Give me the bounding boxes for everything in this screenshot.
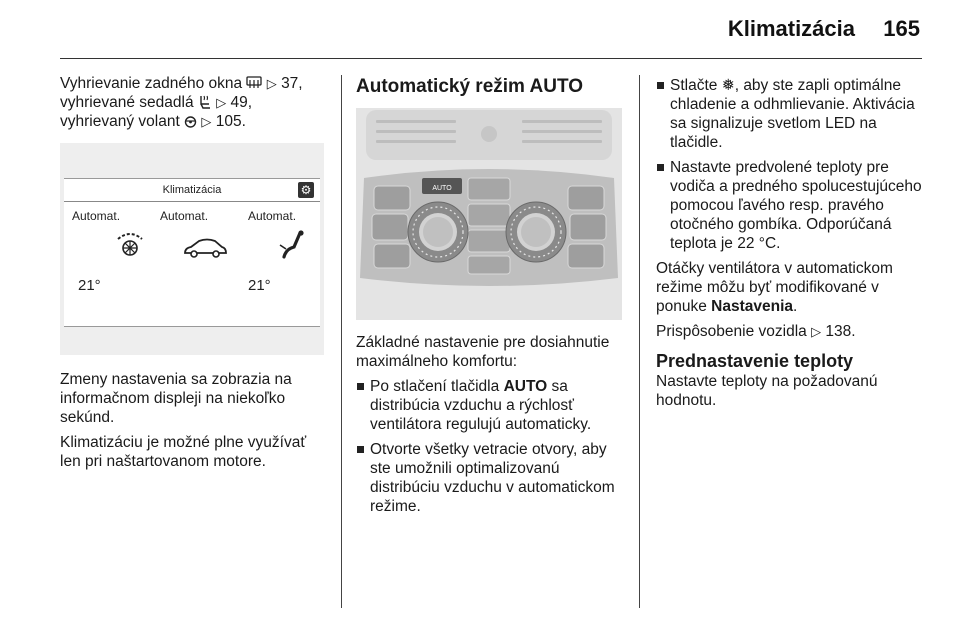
bullet-open-vents: Otvorte všetky vetracie otvory, aby ste umožnili optimalizovanú distribúciu vzduchu v automatickom režime. xyxy=(356,440,630,516)
paragraph-vehicle-personalization: Prispôsobenie vozidla ▷ 138. xyxy=(656,323,856,340)
bullet-preset-temperatures: Nastavte predvolené teploty pre vodiča a predného spolucestujúceho pomocou ľavého resp. pravého otočného gombíka. Odporúčaná teplota je 22 °C. xyxy=(656,158,928,253)
info-display-screen xyxy=(64,178,320,327)
paragraph-engine-running: Klimatizáciu je možné plne využívať len pri naštartovanom motore. xyxy=(60,434,307,470)
right-temperature: 21° xyxy=(248,277,271,294)
panel-illustration xyxy=(356,108,622,320)
column-divider-2 xyxy=(639,75,640,608)
column-3 xyxy=(656,76,928,416)
panel-auto-label: AUTO xyxy=(432,185,452,192)
page-header-title: Klimatizácia xyxy=(727,16,855,41)
header-rule xyxy=(60,58,922,59)
heated-seat-icon xyxy=(198,95,212,109)
left-auto-label: Automat. xyxy=(72,209,121,223)
climate-control-panel-figure xyxy=(356,108,622,320)
page-number: 165 xyxy=(883,16,920,41)
auto-mode-intro: Základné nastavenie pre dosiahnutie maximálneho komfortu: xyxy=(356,334,610,370)
heated-steering-wheel-icon xyxy=(184,115,197,128)
display-title: Klimatizácia xyxy=(64,179,320,202)
intro-paragraph: Vyhrievanie zadného okna ▷ 37, vyhrievané sedadlá ▷ 49, vyhrievaný volant ▷ 105. xyxy=(60,75,303,130)
gear-icon: ⚙ xyxy=(298,182,314,198)
xref-arrow-icon: ▷ xyxy=(201,114,212,129)
climate-display-figure xyxy=(60,143,324,355)
right-auto-label: Automat. xyxy=(248,209,297,223)
xref-arrow-icon: ▷ xyxy=(811,324,822,339)
center-auto-label: Automat. xyxy=(160,209,209,223)
xref-arrow-icon: ▷ xyxy=(216,95,227,110)
car-airflow-icon xyxy=(182,237,228,259)
paragraph-set-temperatures: Nastavte teploty na požadovanú hodnotu. xyxy=(656,373,878,409)
xref-arrow-icon: ▷ xyxy=(266,76,277,91)
bullet-auto-button: Po stlačení tlačidla AUTO sa distribúcia vzduchu a rýchlosť ventilátora regulujú automaticky. xyxy=(356,377,630,434)
rear-window-heating-icon xyxy=(246,76,262,89)
column-1 xyxy=(60,74,328,137)
column-divider-1 xyxy=(341,75,342,608)
defrost-icon: ❅ xyxy=(721,77,735,94)
paragraph-fan-speed: Otáčky ventilátora v automatickom režime môžu byť modifikované v ponuke Nastavenia. xyxy=(656,260,893,315)
defrost-fan-icon xyxy=(114,229,146,259)
column-2-lower xyxy=(356,333,630,522)
paragraph-display-changes: Zmeny nastavenia sa zobrazia na informačnom displeji na niekoľko sekúnd. xyxy=(60,371,292,426)
column-1-lower xyxy=(60,370,328,477)
left-temperature: 21° xyxy=(78,277,101,294)
seat-airflow-icon xyxy=(276,229,306,259)
subheading-temperature-preset: Prednastavenie teploty xyxy=(656,351,854,371)
section-heading: Automatický režim AUTO xyxy=(356,76,583,97)
column-2 xyxy=(356,76,626,108)
bullet-defrost: Stlačte ❅, aby ste zapli optimálne chladenie a odhmlievanie. Aktivácia sa signalizuje svetlom LED na tlačidle. xyxy=(656,76,928,152)
